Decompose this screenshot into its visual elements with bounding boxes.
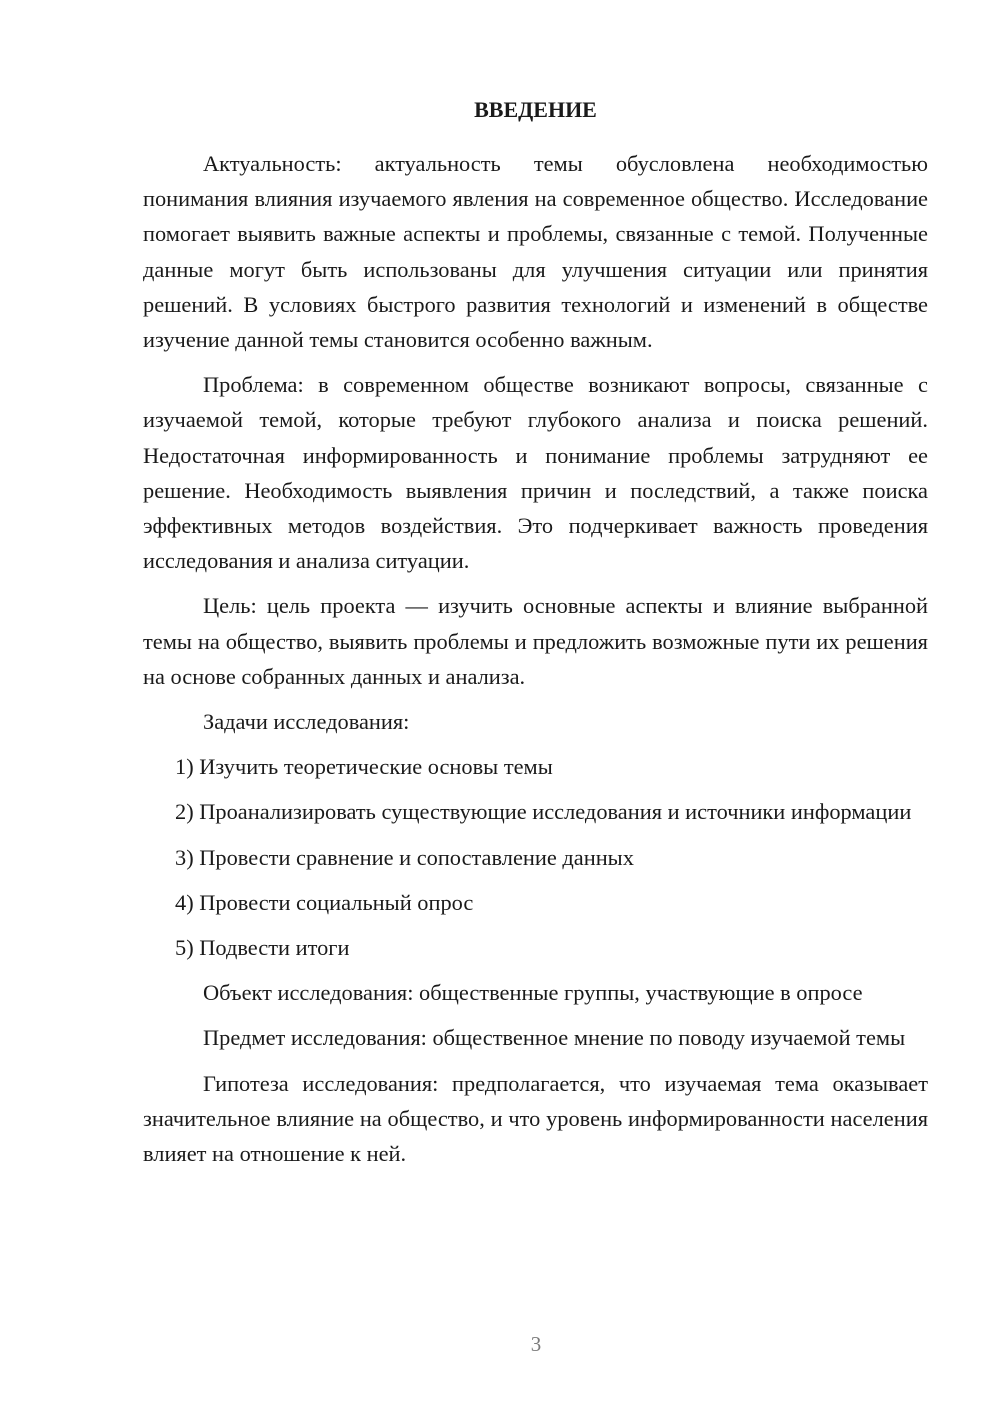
- task-item: 1) Изучить теоретические основы темы: [175, 754, 553, 780]
- goal-paragraph: Цель: цель проекта — изучить основные аспекты и влияние выбранной темы на общество, выявить проблемы и предложить возможные пути их решения на основе собранных данных и анализа.: [143, 593, 928, 689]
- object-paragraph: Объект исследования: общественные группы, участвующие в опросе: [203, 980, 863, 1006]
- task-item: 2) Проанализировать существующие исследования и источники информации: [175, 799, 912, 825]
- page-title: ВВЕДЕНИЕ: [474, 97, 597, 122]
- subject-paragraph: Предмет исследования: общественное мнение по поводу изучаемой темы: [203, 1025, 906, 1051]
- problem-paragraph: Проблема: в современном обществе возникают вопросы, связанные с изучаемой темой, которые требуют глубокого анализа и поиска решений. Недостаточная информированность и понимание проблемы затрудняют ее решение. Необходимость выявления причин и последствий, а также поиска эффективных методов воздействия. Это подчеркивает важность проведения исследования и анализа ситуации.: [143, 372, 928, 574]
- task-item: 3) Провести сравнение и сопоставление данных: [175, 844, 634, 870]
- relevance-paragraph: Актуальность: актуальность темы обусловлена необходимостью понимания влияния изучаемого явления на современное общество. Исследование помогает выявить важные аспекты и проблемы, связанные с темой. Полученные данные могут быть использованы для улучшения ситуации или принятия решений. В условиях быстрого развития технологий и изменений в обществе изучение данной темы становится особенно важным.: [143, 151, 928, 353]
- page-number: 3: [530, 1332, 542, 1356]
- task-item: 5) Подвести итоги: [175, 935, 350, 961]
- hypothesis-paragraph: Гипотеза исследования: предполагается, что изучаемая тема оказывает значительное влияние на общество, и что уровень информированности населения влияет на отношение к ней.: [143, 1070, 928, 1167]
- task-item: 4) Провести социальный опрос: [175, 889, 474, 915]
- page-content: [143, 94, 928, 1181]
- tasks-heading: Задачи исследования:: [203, 709, 410, 735]
